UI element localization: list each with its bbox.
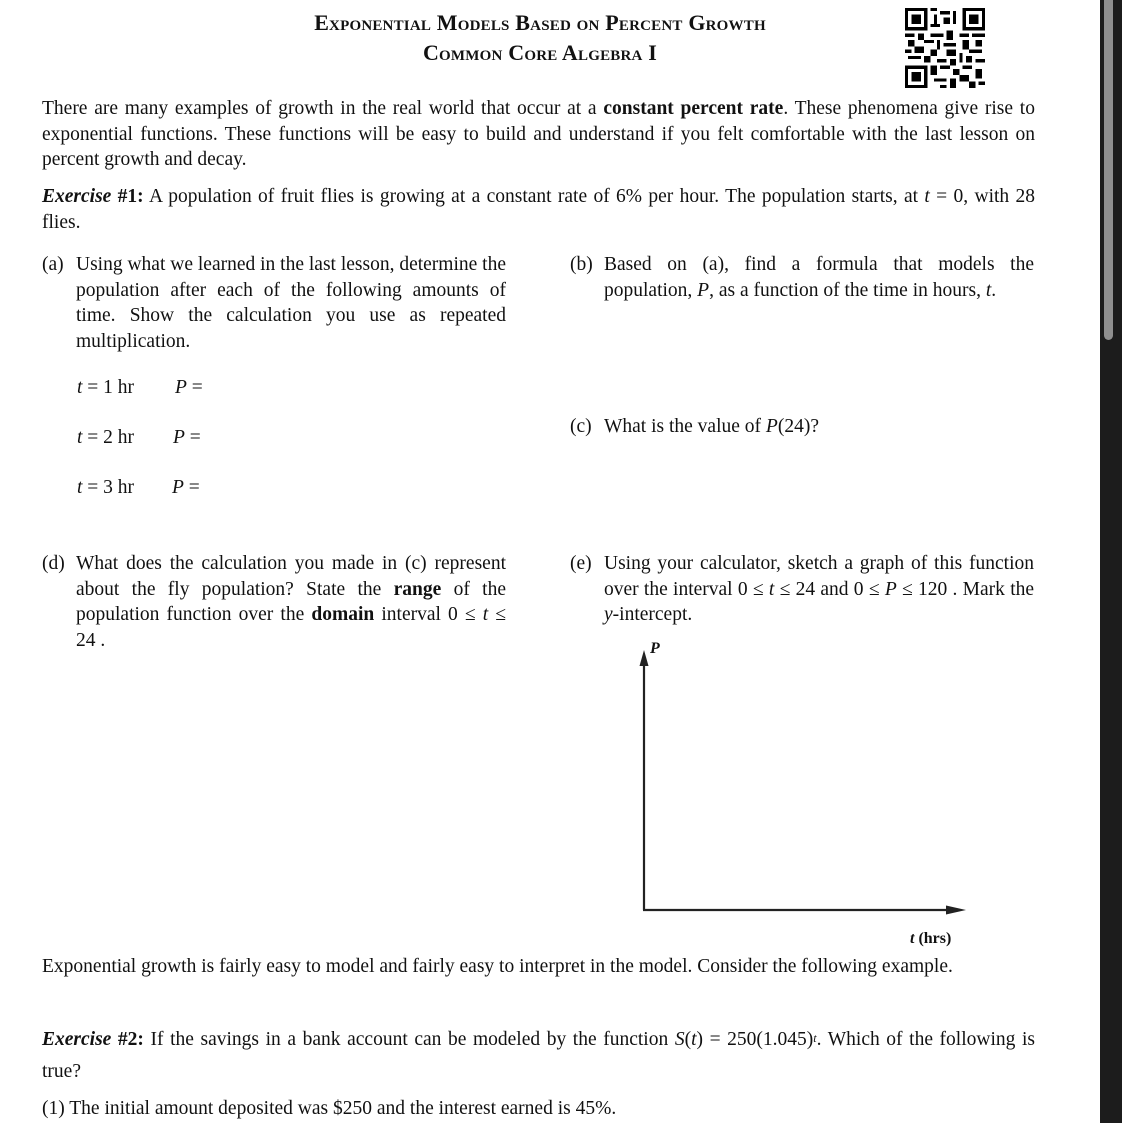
variable-p: P xyxy=(765,416,778,437)
function-exponent: t xyxy=(813,1031,817,1045)
part-d-text: What does the calculation you made in (c) represent about the fly population? State the xyxy=(76,553,506,600)
part-c xyxy=(570,414,1034,440)
time-value: = 1 hr xyxy=(82,377,135,398)
exercise-2-number: #2: xyxy=(111,1029,144,1050)
equals-sign: = xyxy=(186,377,203,398)
domain-term: domain xyxy=(311,604,375,625)
part-c-expression: (24)? xyxy=(777,416,819,437)
worksheet-title: Exponential Models Based on Percent Growth xyxy=(314,10,766,35)
part-b xyxy=(570,252,1034,303)
intro-paragraph xyxy=(42,96,1035,173)
qr-code-icon[interactable] xyxy=(905,8,985,88)
exercise-1-number: #1: xyxy=(111,186,144,207)
exercise-2-label: Exercise xyxy=(42,1029,112,1050)
variable-p: P xyxy=(697,279,710,301)
variable-p: P xyxy=(173,427,185,448)
part-e-text-end: -intercept. xyxy=(612,604,693,625)
part-a xyxy=(42,252,506,354)
x-axis-arrow-icon xyxy=(946,906,966,915)
part-b-label: (b) xyxy=(570,254,593,275)
exercise-1-label: Exercise xyxy=(42,186,112,207)
exercise-2-text: If the savings in a bank account can be modeled by the function xyxy=(143,1029,675,1050)
blank-graph-axes[interactable] xyxy=(630,640,990,950)
variable-p: P xyxy=(172,477,184,498)
range-term: range xyxy=(393,578,442,600)
period: . xyxy=(991,279,997,301)
equals-sign: = xyxy=(183,477,200,498)
function-name: S xyxy=(674,1029,685,1050)
part-d-text-mid: of the population function over the xyxy=(76,578,506,625)
part-d xyxy=(42,551,506,653)
part-e xyxy=(570,551,1034,628)
function-argument: t xyxy=(691,1029,697,1050)
part-e-text: Using your calculator, sketch a graph of this function over the interval 0 ≤ xyxy=(604,553,1034,600)
part-d-interval: interval 0 ≤ xyxy=(374,604,483,625)
exercise-1-prompt xyxy=(42,184,1035,235)
transition-paragraph: Exponential growth is fairly easy to model and fairly easy to interpret in the model. Consider the following example. xyxy=(42,956,953,977)
time-value: = 2 hr xyxy=(82,427,135,448)
part-c-text: What is the value of xyxy=(604,416,766,437)
variable-p: P xyxy=(175,377,187,398)
variable-t: t xyxy=(482,604,489,625)
answer-option-1[interactable]: (1) The initial amount deposited was $250 and the interest earned is 45%. xyxy=(42,1098,617,1119)
part-a-label: (a) xyxy=(42,254,64,275)
course-subtitle: Common Core Algebra I xyxy=(422,40,658,65)
y-axis-label: P xyxy=(650,640,660,657)
intro-text-rest: . These phenomena give rise to exponential functions. These functions will be easy to build and understand if you felt comfortable with the last lesson on percent growth and decay. xyxy=(42,98,1035,170)
exercise-1-text-rest: = 0, with 28 flies. xyxy=(42,186,1035,233)
part-d-interval-end: ≤ 24 . xyxy=(76,604,506,651)
part-d-label: (d) xyxy=(42,553,65,574)
variable-t: t xyxy=(924,186,930,207)
x-axis-unit: (hrs) xyxy=(914,930,952,947)
variable-t: t xyxy=(77,377,83,398)
part-e-text-mid: ≤ 24 and 0 ≤ xyxy=(774,578,885,600)
time-value: = 3 hr xyxy=(82,477,135,498)
exercise-1-text: A population of fruit flies is growing at a constant rate of 6% per hour. The population starts, at xyxy=(143,186,925,207)
variable-y: y xyxy=(604,604,613,625)
scrollbar-thumb[interactable] xyxy=(1104,0,1113,340)
part-a-text: Using what we learned in the last lesson, determine the population after each of the following amounts of time. Show the calculation you use as repeated multiplication. xyxy=(76,254,506,352)
function-body: = 250(1.045) xyxy=(702,1029,814,1050)
equals-sign: = xyxy=(184,427,201,448)
variable-t: t xyxy=(77,427,83,448)
part-e-label: (e) xyxy=(570,553,592,574)
intro-text: There are many examples of growth in the real world that occur at a xyxy=(42,98,604,119)
part-c-label: (c) xyxy=(570,416,592,437)
y-axis-arrow-icon xyxy=(640,650,649,666)
variable-t: t xyxy=(910,930,915,947)
exercise-2-text-rest: . Which of the following is true? xyxy=(42,1029,1035,1082)
exercise-2-prompt: Exercise #2: If the savings in a bank account can be modeled by the function $S(t) = 250(1.045)^t$. Which of the following is true? xyxy=(42,1029,1035,1082)
variable-p: P xyxy=(884,578,897,600)
part-b-text: Based on (a), find a formula that models the population, xyxy=(604,254,1034,301)
variable-t: t xyxy=(768,578,775,600)
variable-t: t xyxy=(77,477,83,498)
part-b-text-rest: , as a function of the time in hours, xyxy=(709,279,986,301)
part-e-text-mid2: ≤ 120 . Mark the xyxy=(896,578,1035,600)
variable-t: t xyxy=(985,279,992,301)
x-axis-label xyxy=(910,930,951,948)
intro-bold-term: constant percent rate xyxy=(603,98,784,119)
